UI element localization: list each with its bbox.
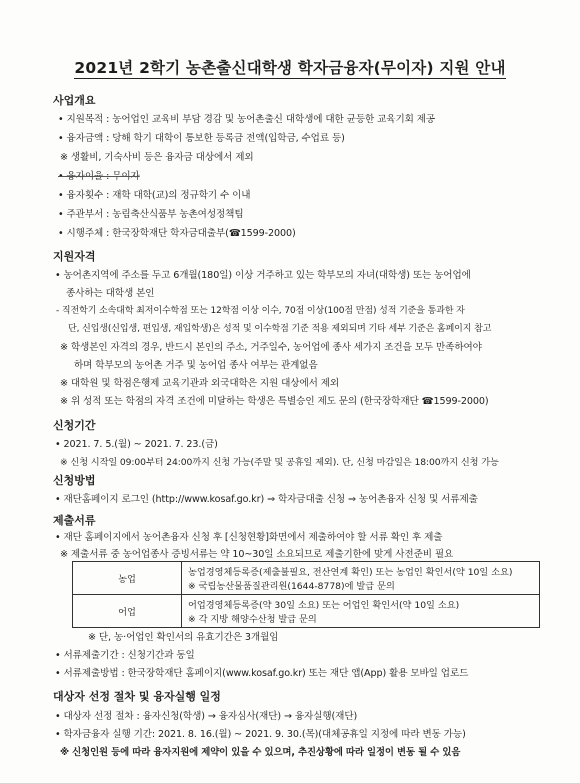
overview-count: • 융자횟수 : 재학 대학(교)의 정규학기 수 이내 (58, 190, 251, 201)
selection-execution: • 학자금융자 실행 기간: 2021. 8. 16.(월) ~ 2021. 9. 30.(목)(대체공휴일 지정에 따라 변동 가능) (55, 729, 466, 740)
overview-amount: • 융자금액 : 당해 학기 대학이 통보한 등록금 전액(입학금, 수업료 등) (58, 133, 345, 144)
section-heading-method: 신청방법 (53, 474, 96, 487)
method-steps: • 재단홈페이지 로그인 (http://www.kosaf.go.kr) ⇒ 학자금대출 신청 ⇒ 농어촌융자 신청 및 서류제출 (55, 494, 478, 505)
documents-table (72, 561, 540, 628)
section-heading-overview: 사업개요 (53, 94, 96, 107)
section-heading-documents: 제출서류 (53, 514, 96, 527)
eligibility-line: 단, 신입생(신입생, 편입생, 재입학생)은 성적 및 이수학점 기준 적용 제외되며 기타 세부 기준은 홈페이지 참고 (68, 324, 492, 334)
selection-warning: ※ 신청인원 등에 따라 융자지원에 제약이 있을 수 있으며, 추진상황에 따라 일정이 변동 될 수 있음 (60, 747, 461, 758)
eligibility-line: • 농어촌지역에 주소를 두고 6개월(180일) 이상 거주하고 있는 학부모의 자녀(대학생) 또는 농어업에 (55, 270, 471, 281)
overview-interest: • 융자이율 : 무이자 (58, 171, 140, 182)
section-heading-selection: 대상자 선정 절차 및 융자실행 일정 (53, 690, 221, 703)
eligibility-line: 하며 학부모의 농어촌 거주 및 농어업 종사 여부는 관계없음 (74, 360, 318, 371)
period-note: ※ 신청 시작일 09:00부터 24:00까지 신청 가능(주말 및 공휴일 제외). 단, 신청 마감일은 18:00까지 신청 가능 (60, 457, 499, 468)
documents-line: ※ 제출서류 중 농어업종사 증빙서류는 약 10~30일 소요되므로 제출기한에 맞게 사전준비 필요 (60, 549, 454, 560)
table-cell-category: 농업 (73, 562, 182, 595)
overview-agency: • 시행주체 : 한국장학재단 학자금대출부(☎1599-2000) (58, 228, 296, 239)
eligibility-line: ※ 학생본인 자격의 경우, 반드시 본인의 주소, 거주일수, 농어업에 종사 세가지 조건을 모두 만족하여야 (60, 342, 482, 353)
table-cell-description: 농업경영체등록증(제출불필요, 전산연계 확인) 또는 농업인 확인서(약 10일 소요) ※ 국립농산물품질관리원(1644-8778)에 발급 문의 (182, 562, 540, 595)
documents-line: • 재단 홈페이지에서 농어촌융자 신청 후 [신청현황]화면에서 제출하여야 할 서류 확인 후 제출 (55, 532, 443, 543)
period-dates: • 2021. 7. 5.(월) ~ 2021. 7. 23.(금) (55, 439, 218, 450)
eligibility-line: ※ 위 성적 또는 학점의 자격 조건에 미달하는 학생은 특별승인 제도 문의 (한국장학재단 ☎1599-2000) (60, 396, 489, 407)
overview-dept: • 주관부서 : 농림축산식품부 농촌여성정책팀 (58, 209, 244, 220)
overview-exclusion-note: ※ 생활비, 기숙사비 등은 융자금 대상에서 제외 (60, 152, 254, 163)
section-heading-eligibility: 지원자격 (53, 250, 96, 263)
overview-purpose: • 지원목적 : 농어업인 교육비 부담 경감 및 농어촌출신 대학생에 대한 균등한 교육기회 제공 (58, 114, 436, 125)
documents-deadline: • 서류제출기간 : 신청기간과 동일 (55, 650, 195, 661)
selection-process: • 대상자 선정 절차 : 융자신청(학생) → 융자심사(재단) → 융자실행(재단) (55, 711, 358, 722)
table-cell-description: 어업경영체등록증(약 30일 소요) 또는 어업인 확인서(약 10일 소요) ※ 각 지방 해양수산청 발급 문의 (182, 595, 540, 628)
document-title: 2021년 2학기 농촌출신대학생 학자금융자(무이자) 지원 안내 (74, 59, 506, 77)
table-cell-category: 어업 (73, 595, 182, 628)
table-row (73, 595, 540, 628)
section-heading-period: 신청기간 (53, 419, 96, 432)
eligibility-line: - 직전학기 소속대학 최저이수학점 또는 12학점 이상 이수, 70점 이상(100점 만점) 성적 기준을 통과한 자 (56, 306, 465, 316)
eligibility-line: 종사하는 대학생 본인 (66, 288, 155, 299)
documents-validity-note: ※ 단, 농·어업인 확인서의 유효기간은 3개월임 (88, 632, 279, 643)
table-row (73, 562, 540, 595)
documents-submission: • 서류제출방법 : 한국장학재단 홈페이지(www.kosaf.go.kr) 또는 재단 앱(App) 활용 모바일 업로드 (55, 668, 469, 679)
eligibility-line: ※ 대학원 및 학점은행제 교육기관과 외국대학은 지원 대상에서 제외 (60, 378, 340, 389)
